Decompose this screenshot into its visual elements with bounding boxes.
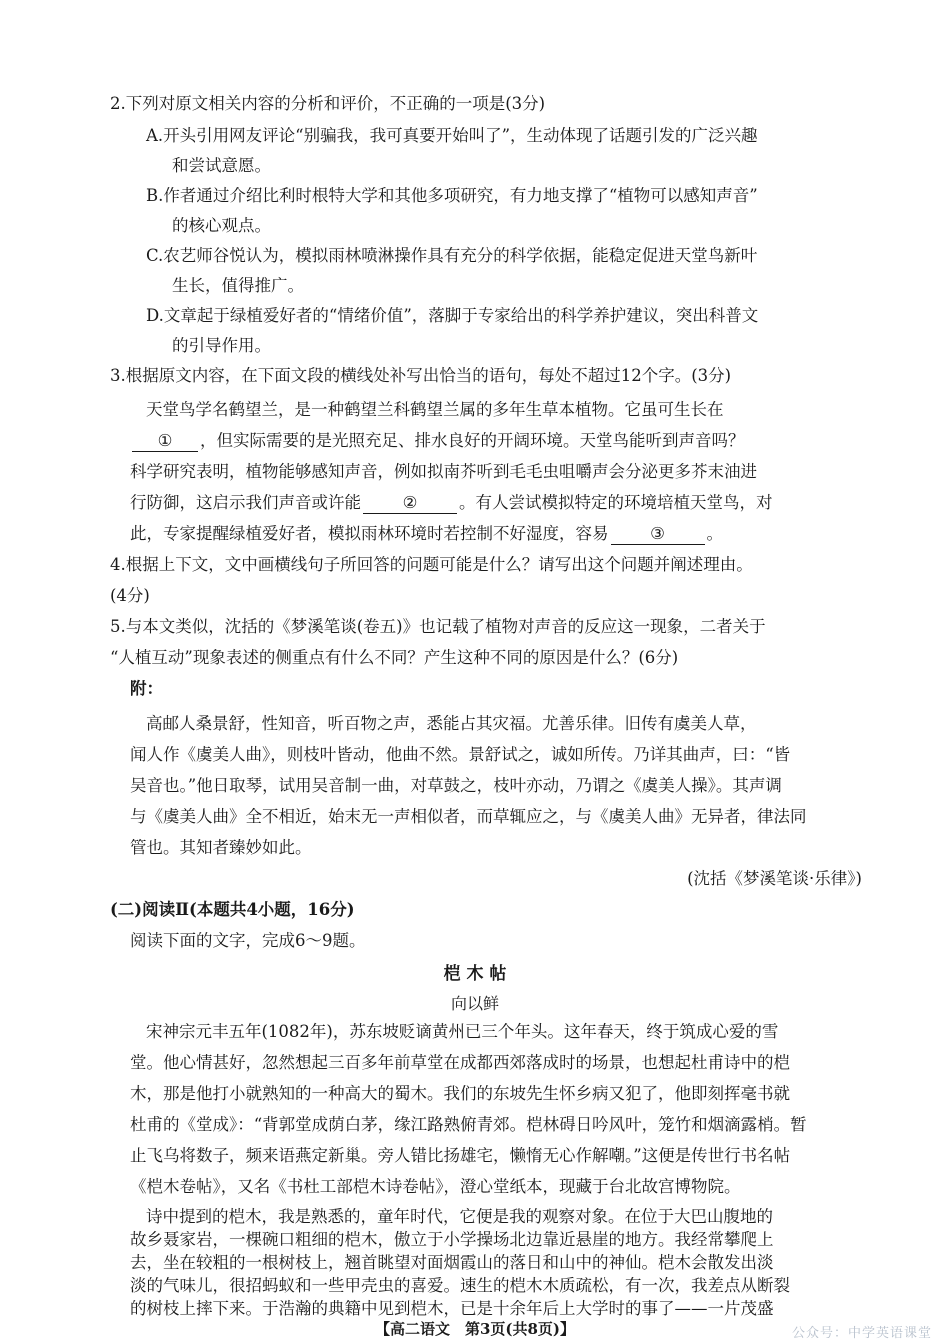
q4-stem-cont: (4分) [110,586,150,605]
q5-classical-line-3: 吴音也。”他日取琴，试用吴音制一曲，对草鼓之，枝叶亦动，乃谓之《虞美人操》。其声调 [130,776,782,795]
article-para1-line: 《桤木卷帖》，又名《书杜工部桤木诗卷帖》，澄心堂纸本，现藏于台北故宫博物院。 [130,1177,741,1196]
q5-stem-cont: “人植互动”现象表述的侧重点有什么不同？产生这种不同的原因是什么？(6分) [110,648,679,667]
q3-passage-line-4: 行防御，这启示我们声音或许能 ② 。有人尝试模拟特定的环境培植天堂鸟，对 [130,493,773,512]
blank-2[interactable]: ② [363,493,457,514]
q2-option-d: D.文章起于绿植爱好者的“情绪价值”，落脚于专家给出的科学养护建议，突出科普文 [146,306,759,325]
article-para2-line: 去，坐在较粗的一根树枝上，翘首眺望对面烟霞山的落日和山中的神仙。桤木会散发出淡 [130,1253,774,1272]
q5-classical-line-2: 闻人作《虞美人曲》，则枝叶皆动，他曲不然。景舒试之，诚如所传。乃详其曲声，曰：“皆 [130,745,791,764]
article-para2-line: 诗中提到的桤木，我是熟悉的，童年时代，它便是我的观察对象。在位于大巴山腹地的 [146,1207,773,1226]
q3-passage-line-3: 科学研究表明，植物能够感知声音，例如拟南芥听到毛毛虫咀嚼声会分泌更多芥末油进 [130,462,757,481]
q5-classical-line-5: 管也。其知者臻妙如此。 [130,838,312,857]
article-para1-line: 止飞乌将数子，频来语燕定新巢。旁人错比扬雄宅，懒惰无心作解嘲。”这便是传世行书名帖 [130,1146,791,1165]
article-para1-line: 堂。他心情甚好，忽然想起三百多年前草堂在成都西郊落成时的场景，也想起杜甫诗中的桤 [130,1053,790,1072]
q2-stem: 2.下列对原文相关内容的分析和评价，不正确的一项是(3分) [110,94,546,113]
q3-passage-line-1: 天堂鸟学名鹤望兰，是一种鹤望兰科鹤望兰属的多年生草本植物。它虽可生长在 [146,400,724,419]
q5-classical-line-4: 与《虞美人曲》全不相近，始末无一声相似者，而草辄应之，与《虞美人曲》无异者，律法同 [130,807,807,826]
watermark: 公众号：中学英语课堂 [791,1326,932,1341]
q5-appendix-label: 附： [130,679,163,698]
q3-passage-line-5: 此，专家提醒绿植爱好者，模拟雨林环境时若控制不好湿度，容易 ③ 。 [130,524,723,543]
q5-classical-line-1: 高邮人桑景舒，性知音，听百物之声，悉能占其灾福。尤善乐律。旧传有虞美人草， [146,714,757,733]
article-para1-line: 杜甫的《堂成》：“背郭堂成荫白茅，缘江路熟俯青郊。桤林碍日吟风叶，笼竹和烟滴露梢。暂 [130,1115,807,1134]
q4-stem: 4.根据上下文，文中画横线句子所回答的问题可能是什么？请写出这个问题并阐述理由。 [110,555,753,574]
article-para2-line: 的树枝上摔下来。于浩瀚的典籍中见到桤木，已是十余年后上大学时的事了——一片茂盛 [130,1299,774,1318]
article-para1-line: 木，那是他打小就熟知的一种高大的蜀木。我们的东坡先生怀乡病又犯了，他即刻挥毫书就 [130,1084,790,1103]
q2-option-c: C.农艺师谷悦认为，模拟雨林喷淋操作具有充分的科学依据，能稳定促进天堂鸟新叶 [146,246,758,265]
page-footer: 【高二语文 第3页(共8页)】 [374,1320,576,1338]
q2-option-d-cont: 的引导作用。 [172,336,271,355]
article-title: 桤 木 帖 [443,964,507,984]
q3-passage-line-2: ① ，但实际需要的是光照充足、排水良好的开阔环境。天堂鸟能听到声音吗？ [130,429,745,453]
article-para1-line: 宋神宗元丰五年(1082年)，苏东坡贬谪黄州已三个年头。这年春天，终于筑成心爱的雪 [146,1022,779,1041]
q5-source-citation: (沈括《梦溪笔谈·乐律》) [687,869,862,888]
section2-heading: (二)阅读Ⅱ(本题共4小题，16分) [110,900,355,919]
q2-option-a-cont: 和尝试意愿。 [172,156,271,175]
q3-stem: 3.根据原文内容，在下面文段的横线处补写出恰当的语句，每处不超过12个字。(3分) [110,366,732,385]
q2-option-b-cont: 的核心观点。 [172,216,271,235]
article-para2-line: 故乡聂家岩，一棵碗口粗细的桤木，傲立于小学操场北边靠近悬崖的地方。我经常攀爬上 [130,1230,774,1249]
article-author: 向以鲜 [450,994,499,1013]
q2-option-c-cont: 生长，值得推广。 [172,276,304,295]
q2-option-b: B.作者通过介绍比利时根特大学和其他多项研究，有力地支撑了“植物可以感知声音” [146,186,758,205]
section2-instruction: 阅读下面的文字，完成6～9题。 [130,931,366,950]
q5-stem: 5.与本文类似，沈括的《梦溪笔谈(卷五)》也记载了植物对声音的反应这一现象，二者关于 [110,617,766,636]
article-para2-line: 淡的气味儿，很招蚂蚁和一些甲壳虫的喜爱。速生的桤木木质疏松，有一次，我差点从断裂 [130,1276,790,1295]
blank-3[interactable]: ③ [611,524,705,545]
q2-option-a: A.开头引用网友评论“别骗我，我可真要开始叫了”，生动体现了话题引发的广泛兴趣 [146,126,758,145]
blank-1[interactable]: ① [132,431,198,452]
